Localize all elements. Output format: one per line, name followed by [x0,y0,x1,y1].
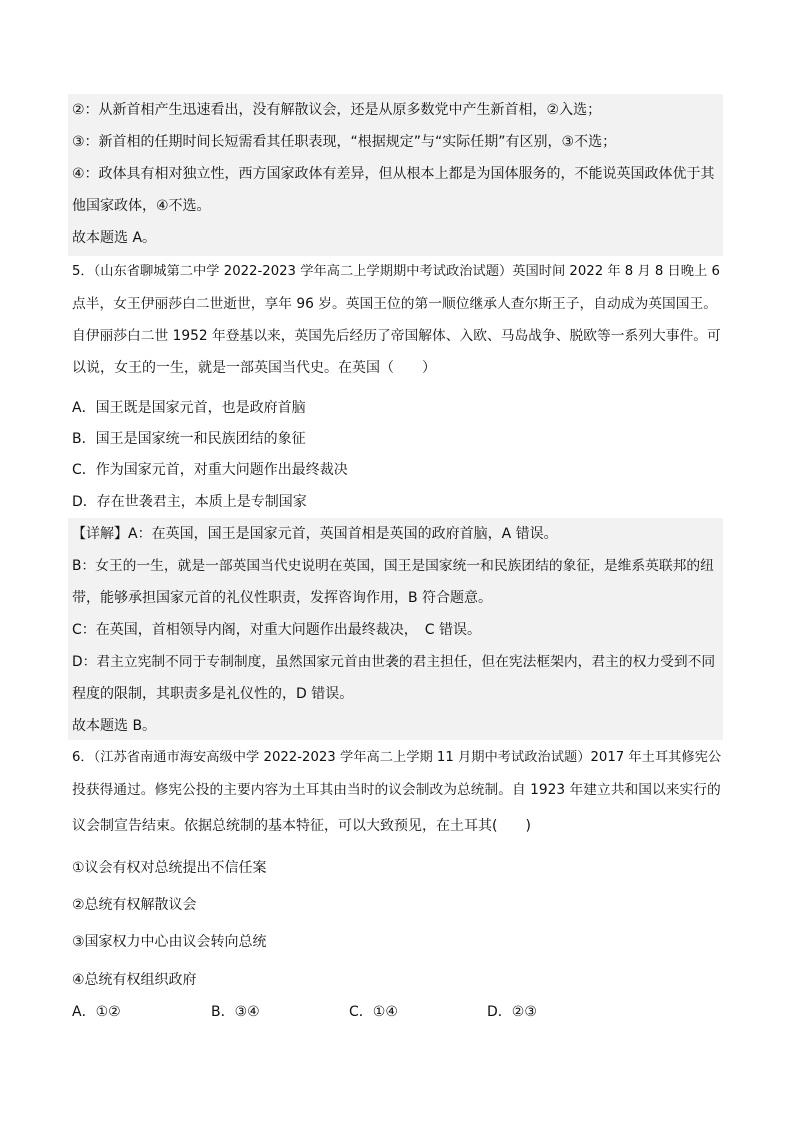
question-6-stem: 议会制宣告结束。依据总统制的基本特征，可以大致预见，在土耳其( ) [72,818,531,834]
analysis-line: ④：政体具有相对独立性，西方国家政体有差异，但从根本上都是为国体服务的，不能说英国政体优于其 [72,166,715,182]
analysis-line: 带，能够承担国家元首的礼仪性职责，发挥咨询作用，B 符合题意。 [72,590,493,606]
analysis-line: 【详解】A：在英国，国王是国家元首，英国首相是英国的政府首脑，A 错误。 [72,526,558,542]
analysis-line: 他国家政体，④不选。 [72,198,211,214]
analysis-line: B：女王的一生，就是一部英国当代史说明在英国，国王是国家统一和民族团结的象征，是维系英联邦的纽 [72,558,714,574]
question-6-stem: 6．（江苏省南通市海安高级中学 2022-2023 学年高二上学期 11 月期中考试政治试题）2017 年土耳其修宪公 [72,750,722,765]
answer-line: 故本题选 A。 [72,230,157,246]
question-5-stem: 点半，女王伊丽莎白二世逝世，享年 96 岁。英国王位的第一顺位继承人查尔斯王子，自动成为英国国王。 [72,296,717,312]
question-5-stem: 自伊丽莎白二世 1952 年登基以来，英国先后经历了帝国解体、入欧、马岛战争、脱欧等一系列大事件。可 [72,328,721,344]
question-6-option-b: B．③④ [211,1004,260,1020]
question-6-option-c: C．①④ [349,1004,398,1020]
question-6-stem: 投获得通过。修宪公投的主要内容为土耳其由当时的议会制改为总统制。自 1923 年建立共和国以来实行的 [72,782,721,798]
question-6-item: ②总统有权解散议会 [72,897,197,913]
analysis-line: 程度的限制，其职责多是礼仪性的，D 错误。 [72,686,354,702]
question-5-stem: 以说，女王的一生，就是一部英国当代史。在英国（ ） [72,360,436,376]
question-6-option-a: A．①② [72,1004,121,1020]
question-5-option-c: C．作为国家元首，对重大问题作出最终裁决 [72,462,348,478]
analysis-line: C：在英国，首相领导内阁，对重大问题作出最终裁决， C 错误。 [72,622,481,638]
question-6-item: ③国家权力中心由议会转向总统 [72,934,267,950]
analysis-line: D：君主立宪制不同于专制制度，虽然国家元首由世袭的君主担任，但在宪法框架内，君主的权力受到不同 [72,654,716,670]
question-5-option-a: A．国王既是国家元首，也是政府首脑 [72,400,306,416]
question-5-option-d: D．存在世袭君主，本质上是专制国家 [72,494,307,510]
question-6-item: ④总统有权组织政府 [72,972,197,988]
question-6-option-d: D．②③ [487,1004,537,1020]
question-5-stem: 5．（山东省聊城第二中学 2022-2023 学年高二上学期期中考试政治试题）英国时间 2022 年 8 月 8 日晚上 6 [72,264,720,279]
question-6-item: ①议会有权对总统提出不信任案 [72,860,267,876]
question-5-option-b: B．国王是国家统一和民族团结的象征 [72,431,306,447]
answer-line: 故本题选 B。 [72,718,157,734]
analysis-line: ②：从新首相产生迅速看出，没有解散议会，还是从原多数党中产生新首相，②入选； [72,102,602,118]
analysis-line: ③：新首相的任期时间长短需看其任职表现，“根据规定”与“实际任期”有区别，③不选； [72,134,617,150]
